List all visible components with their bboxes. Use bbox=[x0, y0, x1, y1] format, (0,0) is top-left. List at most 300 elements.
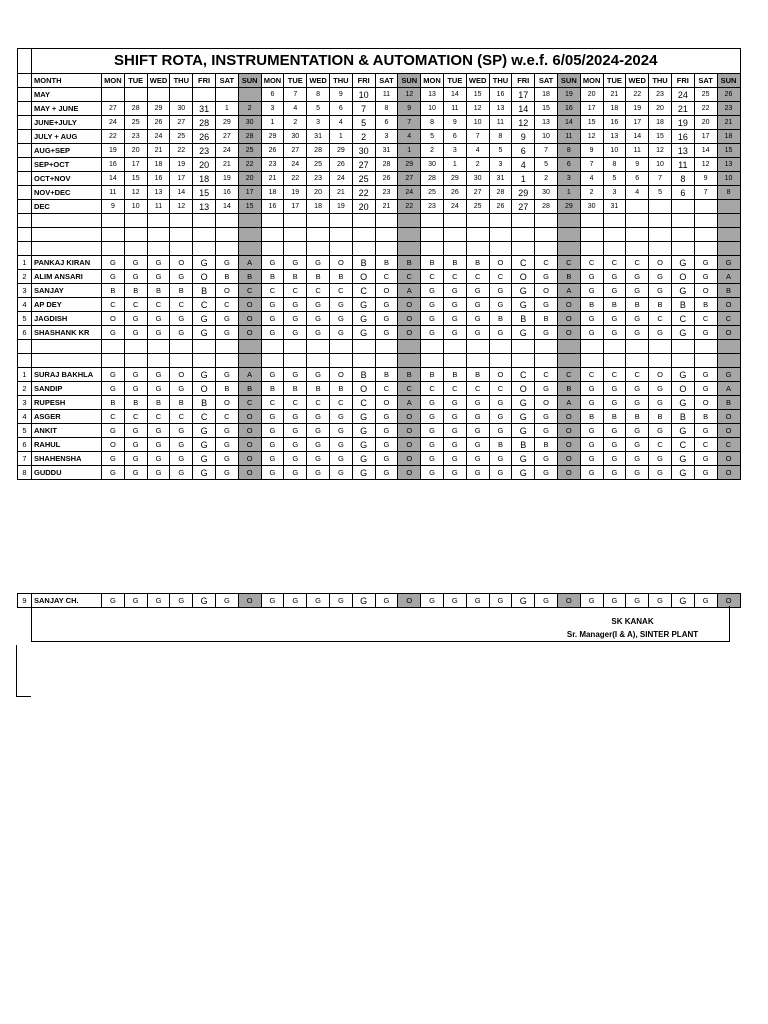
date-cell: 16 bbox=[671, 130, 694, 144]
shift-cell: G bbox=[580, 452, 603, 466]
date-cell: 31 bbox=[193, 102, 216, 116]
shift-cell: G bbox=[466, 594, 489, 608]
shift-cell: O bbox=[717, 452, 740, 466]
month-label: NOV+DEC bbox=[32, 186, 102, 200]
shift-cell: C bbox=[398, 270, 421, 284]
shift-cell: G bbox=[124, 438, 147, 452]
staff-row bbox=[18, 284, 741, 298]
blank-cell bbox=[443, 340, 466, 354]
shift-cell: B bbox=[603, 410, 626, 424]
date-cell: 25 bbox=[421, 186, 444, 200]
shift-cell: O bbox=[170, 256, 193, 270]
blank-cell bbox=[421, 354, 444, 368]
shift-cell: G bbox=[215, 256, 238, 270]
blank-cell bbox=[124, 242, 147, 256]
blank-cell bbox=[557, 340, 580, 354]
shift-cell: G bbox=[694, 368, 717, 382]
blank-cell bbox=[307, 340, 330, 354]
date-cell: 30 bbox=[580, 200, 603, 214]
shift-cell: G bbox=[124, 368, 147, 382]
day-header: TUE bbox=[124, 74, 147, 88]
staff-name: SHASHANK KR bbox=[32, 326, 102, 340]
date-cell: 31 bbox=[603, 200, 626, 214]
date-cell: 2 bbox=[535, 172, 558, 186]
shift-cell: C bbox=[535, 368, 558, 382]
blank-cell bbox=[170, 228, 193, 242]
shift-cell: G bbox=[147, 382, 170, 396]
date-cell: 6 bbox=[443, 130, 466, 144]
shift-cell: O bbox=[102, 438, 125, 452]
day-header: WED bbox=[466, 74, 489, 88]
shift-cell: B bbox=[307, 382, 330, 396]
staff-name: SHAHENSHA bbox=[32, 452, 102, 466]
blank-row bbox=[18, 242, 741, 256]
gutter-cell bbox=[18, 172, 32, 186]
blank-cell bbox=[671, 242, 694, 256]
blank-cell bbox=[170, 242, 193, 256]
shift-cell: O bbox=[717, 424, 740, 438]
spacer-row bbox=[18, 480, 741, 594]
shift-cell: G bbox=[535, 594, 558, 608]
shift-cell: B bbox=[215, 382, 238, 396]
shift-cell: G bbox=[307, 424, 330, 438]
day-header: WED bbox=[626, 74, 649, 88]
date-cell: 28 bbox=[375, 158, 398, 172]
date-cell: 28 bbox=[535, 200, 558, 214]
date-cell: 18 bbox=[603, 102, 626, 116]
date-cell: 11 bbox=[671, 158, 694, 172]
month-row bbox=[18, 186, 741, 200]
staff-name: ALIM ANSARI bbox=[32, 270, 102, 284]
shift-cell: G bbox=[215, 466, 238, 480]
shift-cell: G bbox=[102, 256, 125, 270]
shift-cell: G bbox=[421, 284, 444, 298]
shift-cell: G bbox=[193, 594, 216, 608]
shift-cell: G bbox=[466, 466, 489, 480]
shift-cell: G bbox=[170, 270, 193, 284]
date-cell: 2 bbox=[466, 158, 489, 172]
shift-cell: O bbox=[489, 368, 512, 382]
shift-cell: O bbox=[557, 438, 580, 452]
shift-cell: C bbox=[352, 284, 375, 298]
shift-cell: G bbox=[307, 452, 330, 466]
staff-name: JAGDISH bbox=[32, 312, 102, 326]
shift-cell: O bbox=[238, 298, 261, 312]
date-cell: 13 bbox=[489, 102, 512, 116]
gutter-cell bbox=[18, 228, 32, 242]
shift-cell: G bbox=[147, 424, 170, 438]
shift-cell: B bbox=[489, 312, 512, 326]
shift-cell: G bbox=[671, 452, 694, 466]
date-cell: 1 bbox=[512, 172, 535, 186]
date-cell: 26 bbox=[443, 186, 466, 200]
shift-cell: O bbox=[557, 298, 580, 312]
shift-cell: G bbox=[421, 298, 444, 312]
shift-cell: O bbox=[717, 410, 740, 424]
shift-cell: G bbox=[603, 396, 626, 410]
date-cell: 9 bbox=[443, 116, 466, 130]
shift-cell: C bbox=[557, 368, 580, 382]
date-cell: 17 bbox=[512, 88, 535, 102]
shift-cell: G bbox=[466, 410, 489, 424]
shift-cell: C bbox=[102, 410, 125, 424]
shift-cell: G bbox=[535, 410, 558, 424]
shift-cell: G bbox=[603, 326, 626, 340]
shift-cell: C bbox=[489, 270, 512, 284]
shift-cell: C bbox=[147, 298, 170, 312]
shift-cell: G bbox=[352, 298, 375, 312]
shift-cell: G bbox=[649, 466, 672, 480]
date-cell: 23 bbox=[193, 144, 216, 158]
shift-cell: G bbox=[193, 424, 216, 438]
shift-cell: B bbox=[580, 410, 603, 424]
blank-cell bbox=[329, 214, 352, 228]
date-cell: 3 bbox=[603, 186, 626, 200]
date-cell: 17 bbox=[580, 102, 603, 116]
shift-cell: G bbox=[421, 410, 444, 424]
blank-cell bbox=[649, 214, 672, 228]
date-cell: 22 bbox=[102, 130, 125, 144]
shift-cell: G bbox=[375, 438, 398, 452]
blank-cell bbox=[193, 340, 216, 354]
date-cell: 9 bbox=[102, 200, 125, 214]
shift-cell: C bbox=[102, 298, 125, 312]
staff-row bbox=[18, 270, 741, 284]
date-cell: 14 bbox=[443, 88, 466, 102]
date-cell: 30 bbox=[170, 102, 193, 116]
blank-cell bbox=[284, 214, 307, 228]
staff-name: ANKIT bbox=[32, 424, 102, 438]
date-cell: 23 bbox=[375, 186, 398, 200]
signatory-designation: Sr. Manager(I & A), SINTER PLANT bbox=[566, 630, 699, 639]
shift-cell: B bbox=[717, 396, 740, 410]
shift-cell: G bbox=[352, 326, 375, 340]
date-cell: 12 bbox=[124, 186, 147, 200]
blank-cell bbox=[512, 242, 535, 256]
blank-cell bbox=[717, 354, 740, 368]
blank-cell bbox=[512, 354, 535, 368]
shift-cell: G bbox=[626, 466, 649, 480]
shift-cell: G bbox=[580, 284, 603, 298]
date-cell: 8 bbox=[717, 186, 740, 200]
date-cell: 10 bbox=[649, 158, 672, 172]
date-cell: 23 bbox=[261, 158, 284, 172]
staff-name: SANJAY CH. bbox=[32, 594, 102, 608]
shift-cell: G bbox=[694, 466, 717, 480]
shift-cell: G bbox=[147, 594, 170, 608]
day-header: THU bbox=[170, 74, 193, 88]
date-cell: 27 bbox=[102, 102, 125, 116]
date-cell: 10 bbox=[603, 144, 626, 158]
date-cell: 22 bbox=[398, 200, 421, 214]
shift-cell: B bbox=[398, 368, 421, 382]
date-cell: 15 bbox=[193, 186, 216, 200]
date-cell: 2 bbox=[352, 130, 375, 144]
date-cell: 23 bbox=[421, 200, 444, 214]
date-cell: 29 bbox=[147, 102, 170, 116]
shift-cell: G bbox=[147, 312, 170, 326]
date-cell: 30 bbox=[352, 144, 375, 158]
date-cell: 26 bbox=[489, 200, 512, 214]
serial-number: 7 bbox=[18, 452, 32, 466]
date-cell bbox=[671, 200, 694, 214]
date-cell: 7 bbox=[352, 102, 375, 116]
blank-row bbox=[18, 228, 741, 242]
blank-cell bbox=[557, 228, 580, 242]
date-cell: 24 bbox=[215, 144, 238, 158]
blank-cell bbox=[375, 242, 398, 256]
month-row bbox=[18, 158, 741, 172]
day-header: SAT bbox=[694, 74, 717, 88]
date-cell: 24 bbox=[398, 186, 421, 200]
month-row bbox=[18, 116, 741, 130]
shift-cell: B bbox=[238, 382, 261, 396]
date-cell: 27 bbox=[466, 186, 489, 200]
shift-cell: B bbox=[329, 270, 352, 284]
date-cell: 7 bbox=[694, 186, 717, 200]
shift-cell: C bbox=[215, 298, 238, 312]
month-label: JULY + AUG bbox=[32, 130, 102, 144]
shift-cell: C bbox=[466, 382, 489, 396]
shift-cell: G bbox=[170, 424, 193, 438]
shift-cell: G bbox=[489, 396, 512, 410]
date-cell: 17 bbox=[124, 158, 147, 172]
gutter-cell bbox=[18, 186, 32, 200]
blank-cell bbox=[238, 228, 261, 242]
date-cell: 8 bbox=[421, 116, 444, 130]
shift-cell: B bbox=[694, 410, 717, 424]
staff-row bbox=[18, 396, 741, 410]
blank-cell bbox=[329, 242, 352, 256]
date-cell: 11 bbox=[102, 186, 125, 200]
date-cell: 21 bbox=[329, 186, 352, 200]
shift-cell: G bbox=[284, 326, 307, 340]
shift-cell: G bbox=[421, 326, 444, 340]
blank-cell bbox=[512, 340, 535, 354]
signature-rule bbox=[32, 641, 730, 642]
date-cell: 28 bbox=[489, 186, 512, 200]
date-cell: 17 bbox=[170, 172, 193, 186]
date-cell: 26 bbox=[147, 116, 170, 130]
blank-cell bbox=[557, 242, 580, 256]
date-cell: 4 bbox=[580, 172, 603, 186]
blank-cell bbox=[466, 354, 489, 368]
month-label: JUNE+JULY bbox=[32, 116, 102, 130]
shift-cell: G bbox=[147, 256, 170, 270]
date-cell: 30 bbox=[535, 186, 558, 200]
blank-cell bbox=[329, 354, 352, 368]
shift-cell: G bbox=[512, 466, 535, 480]
shift-cell: C bbox=[398, 382, 421, 396]
shift-cell: G bbox=[329, 410, 352, 424]
date-cell: 23 bbox=[307, 172, 330, 186]
shift-cell: G bbox=[489, 326, 512, 340]
shift-cell: G bbox=[261, 368, 284, 382]
shift-cell: O bbox=[398, 424, 421, 438]
blank-cell bbox=[32, 228, 102, 242]
shift-cell: G bbox=[443, 396, 466, 410]
date-cell: 19 bbox=[626, 102, 649, 116]
date-cell: 15 bbox=[124, 172, 147, 186]
gutter-cell bbox=[18, 214, 32, 228]
blank-cell bbox=[603, 242, 626, 256]
shift-cell: C bbox=[649, 312, 672, 326]
blank-cell bbox=[671, 340, 694, 354]
shift-cell: G bbox=[307, 594, 330, 608]
shift-cell: G bbox=[535, 452, 558, 466]
blank-cell bbox=[443, 228, 466, 242]
serial-number: 4 bbox=[18, 298, 32, 312]
shift-cell: G bbox=[603, 270, 626, 284]
staff-name: ASGER bbox=[32, 410, 102, 424]
shift-cell: G bbox=[102, 466, 125, 480]
blank-cell bbox=[124, 340, 147, 354]
shift-cell: B bbox=[102, 284, 125, 298]
date-cell: 25 bbox=[238, 144, 261, 158]
shift-cell: G bbox=[694, 270, 717, 284]
blank-cell bbox=[694, 214, 717, 228]
date-cell: 29 bbox=[215, 116, 238, 130]
shift-cell: G bbox=[671, 368, 694, 382]
shift-cell: C bbox=[193, 298, 216, 312]
date-cell: 1 bbox=[557, 186, 580, 200]
date-cell: 20 bbox=[352, 200, 375, 214]
date-cell: 26 bbox=[375, 172, 398, 186]
blank-cell bbox=[124, 354, 147, 368]
date-cell: 25 bbox=[352, 172, 375, 186]
date-cell: 10 bbox=[124, 200, 147, 214]
serial-number: 4 bbox=[18, 410, 32, 424]
blank-cell bbox=[626, 354, 649, 368]
shift-cell: B bbox=[261, 382, 284, 396]
blank-cell bbox=[124, 228, 147, 242]
date-cell: 26 bbox=[329, 158, 352, 172]
day-header: TUE bbox=[284, 74, 307, 88]
date-cell: 10 bbox=[717, 172, 740, 186]
shift-cell: G bbox=[284, 466, 307, 480]
blank-cell bbox=[489, 214, 512, 228]
date-cell: 21 bbox=[671, 102, 694, 116]
shift-cell: G bbox=[626, 594, 649, 608]
date-cell: 2 bbox=[421, 144, 444, 158]
shift-cell: G bbox=[649, 424, 672, 438]
day-header: FRI bbox=[512, 74, 535, 88]
shift-cell: G bbox=[626, 438, 649, 452]
date-cell: 22 bbox=[352, 186, 375, 200]
gutter-cell bbox=[18, 354, 32, 368]
date-cell: 11 bbox=[557, 130, 580, 144]
date-cell bbox=[238, 88, 261, 102]
shift-cell: B bbox=[443, 368, 466, 382]
shift-cell: G bbox=[124, 312, 147, 326]
shift-cell: G bbox=[307, 256, 330, 270]
shift-cell: G bbox=[284, 368, 307, 382]
date-cell: 28 bbox=[193, 116, 216, 130]
blank-cell bbox=[238, 242, 261, 256]
date-cell: 1 bbox=[329, 130, 352, 144]
date-cell: 31 bbox=[307, 130, 330, 144]
shift-cell: G bbox=[580, 312, 603, 326]
blank-cell bbox=[102, 242, 125, 256]
shift-cell: G bbox=[626, 326, 649, 340]
shift-cell: G bbox=[375, 424, 398, 438]
shift-cell: G bbox=[466, 298, 489, 312]
date-cell: 8 bbox=[489, 130, 512, 144]
date-cell: 24 bbox=[284, 158, 307, 172]
date-cell: 3 bbox=[307, 116, 330, 130]
shift-cell: G bbox=[694, 452, 717, 466]
shift-cell: G bbox=[375, 298, 398, 312]
shift-cell: G bbox=[512, 326, 535, 340]
month-row bbox=[18, 200, 741, 214]
date-cell: 13 bbox=[535, 116, 558, 130]
blank-cell bbox=[147, 340, 170, 354]
blank-cell bbox=[466, 242, 489, 256]
shift-cell: G bbox=[489, 466, 512, 480]
blank-cell bbox=[261, 214, 284, 228]
shift-cell: G bbox=[352, 466, 375, 480]
blank-cell bbox=[489, 228, 512, 242]
blank-cell bbox=[215, 354, 238, 368]
date-cell bbox=[124, 88, 147, 102]
blank-cell bbox=[307, 354, 330, 368]
gutter-cell bbox=[18, 74, 32, 88]
shift-cell: G bbox=[284, 594, 307, 608]
date-cell: 29 bbox=[512, 186, 535, 200]
blank-cell bbox=[193, 354, 216, 368]
shift-cell: G bbox=[352, 410, 375, 424]
date-cell: 13 bbox=[671, 144, 694, 158]
shift-cell: O bbox=[352, 270, 375, 284]
shift-cell: C bbox=[717, 312, 740, 326]
title-row bbox=[18, 49, 741, 74]
blank-cell bbox=[717, 214, 740, 228]
shift-cell: C bbox=[717, 438, 740, 452]
month-label: DEC bbox=[32, 200, 102, 214]
shift-cell: O bbox=[238, 594, 261, 608]
date-cell: 21 bbox=[717, 116, 740, 130]
shift-cell: G bbox=[535, 382, 558, 396]
day-header: THU bbox=[329, 74, 352, 88]
date-cell: 21 bbox=[375, 200, 398, 214]
blank-cell bbox=[329, 340, 352, 354]
date-cell: 24 bbox=[102, 116, 125, 130]
shift-cell: G bbox=[535, 326, 558, 340]
date-cell: 27 bbox=[170, 116, 193, 130]
day-header: FRI bbox=[352, 74, 375, 88]
shift-cell: G bbox=[466, 452, 489, 466]
shift-cell: O bbox=[717, 298, 740, 312]
blank-cell bbox=[215, 228, 238, 242]
blank-row bbox=[18, 340, 741, 354]
shift-cell: G bbox=[329, 312, 352, 326]
date-cell: 25 bbox=[124, 116, 147, 130]
blank-cell bbox=[238, 340, 261, 354]
date-cell: 16 bbox=[489, 88, 512, 102]
shift-cell: G bbox=[512, 452, 535, 466]
shift-cell: C bbox=[535, 256, 558, 270]
blank-cell bbox=[489, 242, 512, 256]
shift-cell: G bbox=[626, 452, 649, 466]
blank-cell bbox=[238, 214, 261, 228]
date-cell: 17 bbox=[238, 186, 261, 200]
shift-cell: G bbox=[466, 284, 489, 298]
shift-cell: G bbox=[193, 326, 216, 340]
shift-cell: G bbox=[626, 270, 649, 284]
staff-name: GUDDU bbox=[32, 466, 102, 480]
shift-cell: G bbox=[124, 256, 147, 270]
shift-cell: G bbox=[193, 438, 216, 452]
